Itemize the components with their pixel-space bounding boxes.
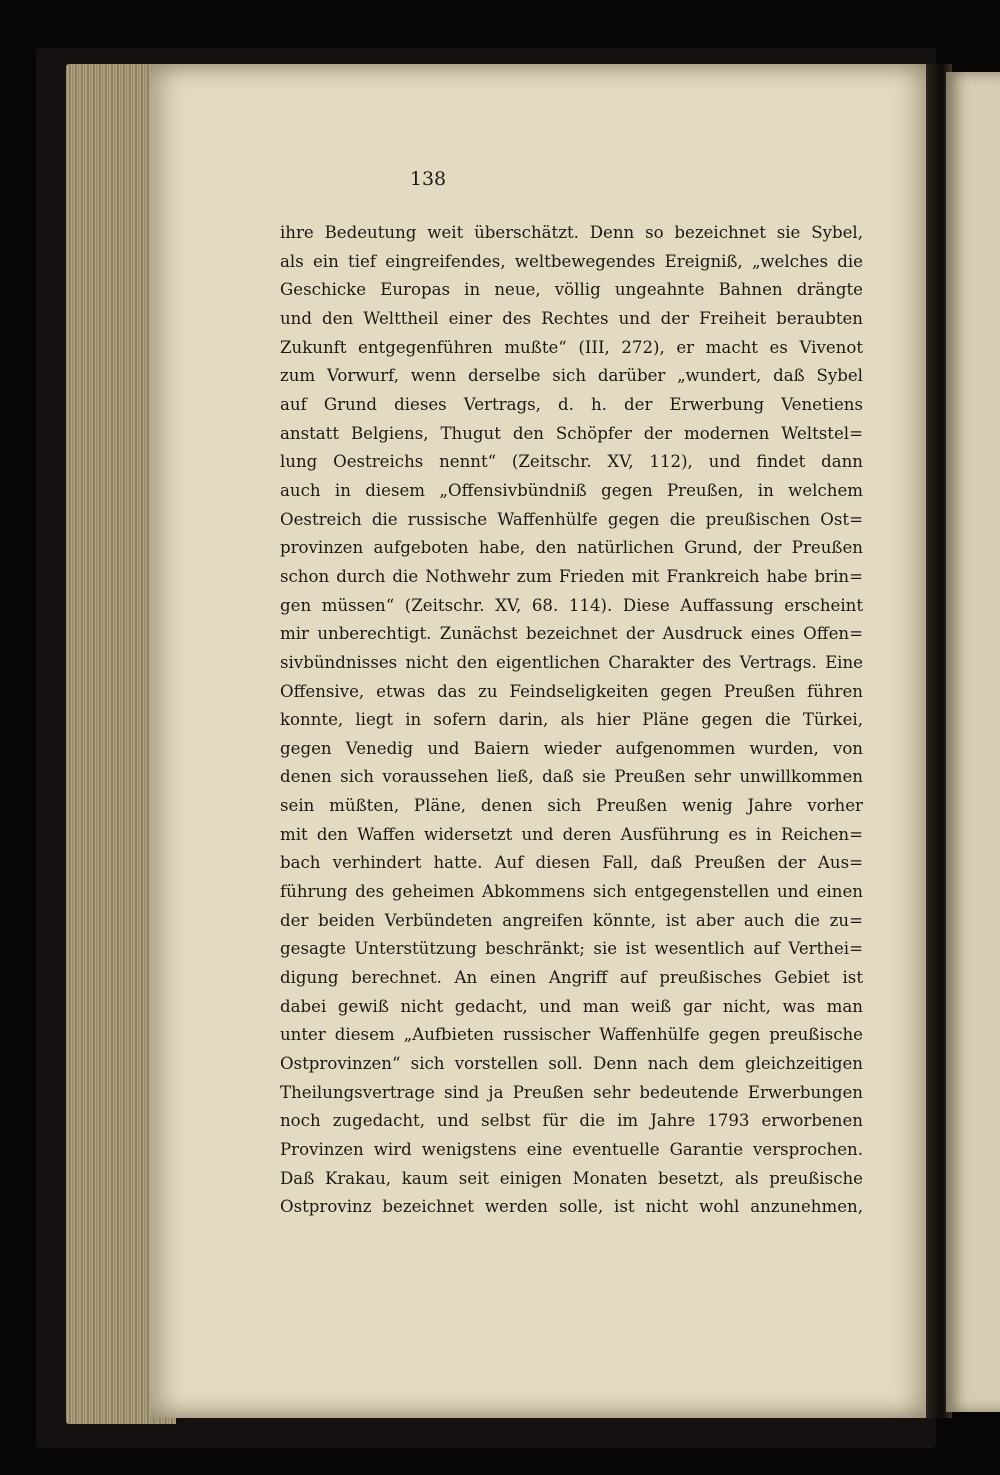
text-line: auf Grund dieses Vertrags, d. h. der Erwerbung Venetiens <box>280 394 863 414</box>
text-line: mit den Waffen widersetzt und deren Ausführung es in Reichen= <box>280 824 863 844</box>
text-line: noch zugedacht, und selbst für die im Jahre 1793 erworbenen <box>280 1111 863 1131</box>
text-line: Oestreich die russische Waffenhülfe gegen die preußischen Ost= <box>280 509 863 529</box>
text-line: schon durch die Nothwehr zum Frieden mit Frankreich habe brin= <box>280 566 863 586</box>
text-line: zum Vorwurf, wenn derselbe sich darüber „wundert, daß Sybel <box>280 366 863 386</box>
body-text <box>280 219 863 1222</box>
text-line: bach verhindert hatte. Auf diesen Fall, daß Preußen der Aus= <box>280 853 863 873</box>
text-line: provinzen aufgeboten habe, den natürlichen Grund, der Preußen <box>280 538 863 558</box>
text-line: mir unberechtigt. Zunächst bezeichnet der Ausdruck eines Offen= <box>280 624 863 644</box>
page-number-text: 138 <box>409 168 447 190</box>
text-line: dabei gewiß nicht gedacht, und man weiß gar nicht, was man <box>280 996 863 1016</box>
text-line: führung des geheimen Abkommens sich entgegenstellen und einen <box>280 882 863 902</box>
text-line: Ostprovinz bezeichnet werden solle, ist nicht wohl anzunehmen, <box>280 1197 863 1217</box>
text-line: Ostprovinzen“ sich vorstellen soll. Denn nach dem gleichzeitigen <box>280 1054 863 1074</box>
text-line: Provinzen wird wenigstens eine eventuelle Garantie versprochen. <box>280 1140 863 1159</box>
text-line: gen müssen“ (Zeitschr. XV, 68. 114). Diese Auffassung erscheint <box>280 595 863 615</box>
text-line: denen sich voraussehen ließ, daß sie Preußen sehr unwillkommen <box>280 767 863 787</box>
text-line: gegen Venedig und Baiern wieder aufgenommen wurden, von <box>280 738 863 758</box>
text-line: Offensive, etwas das zu Feindseligkeiten gegen Preußen führen <box>280 681 863 701</box>
text-line: konnte, liegt in sofern darin, als hier Pläne gegen die Türkei, <box>280 710 863 730</box>
page-number <box>0 168 1000 190</box>
text-line: Geschicke Europas in neue, völlig ungeahnte Bahnen drängte <box>280 280 863 300</box>
text-line: Daß Krakau, kaum seit einigen Monaten besetzt, als preußische <box>280 1168 863 1188</box>
text-line: lung Oestreichs nennt“ (Zeitschr. XV, 112), und findet dann <box>280 452 863 472</box>
text-line: digung berechnet. An einen Angriff auf preußisches Gebiet ist <box>280 968 863 988</box>
text-line: sivbündnisses nicht den eigentlichen Charakter des Vertrags. Eine <box>280 652 863 672</box>
text-line: Zukunft entgegenführen mußte“ (III, 272), er macht es Vivenot <box>280 337 863 357</box>
text-line: der beiden Verbündeten angreifen könnte, ist aber auch die zu= <box>280 910 863 930</box>
text-line: unter diesem „Aufbieten russischer Waffenhülfe gegen preußische <box>280 1025 863 1045</box>
text-line: anstatt Belgiens, Thugut den Schöpfer der modernen Weltstel= <box>280 423 863 443</box>
text-line: gesagte Unterstützung beschränkt; sie ist wesentlich auf Verthei= <box>280 939 863 959</box>
text-line: und den Welttheil einer des Rechtes und der Freiheit beraubten <box>280 308 863 328</box>
text-line: auch in diesem „Offensivbündniß gegen Preußen, in welchem <box>280 480 863 500</box>
text-line: Theilungsvertrage sind ja Preußen sehr bedeutende Erwerbungen <box>280 1082 863 1102</box>
text-line: sein müßten, Pläne, denen sich Preußen wenig Jahre vorher <box>280 796 863 816</box>
facing-page-edge <box>946 72 1000 1412</box>
text-line: ihre Bedeutung weit überschätzt. Denn so bezeichnet sie Sybel, <box>280 223 863 242</box>
text-line: als ein tief eingreifendes, weltbewegendes Ereigniß, „welches die <box>280 251 863 271</box>
